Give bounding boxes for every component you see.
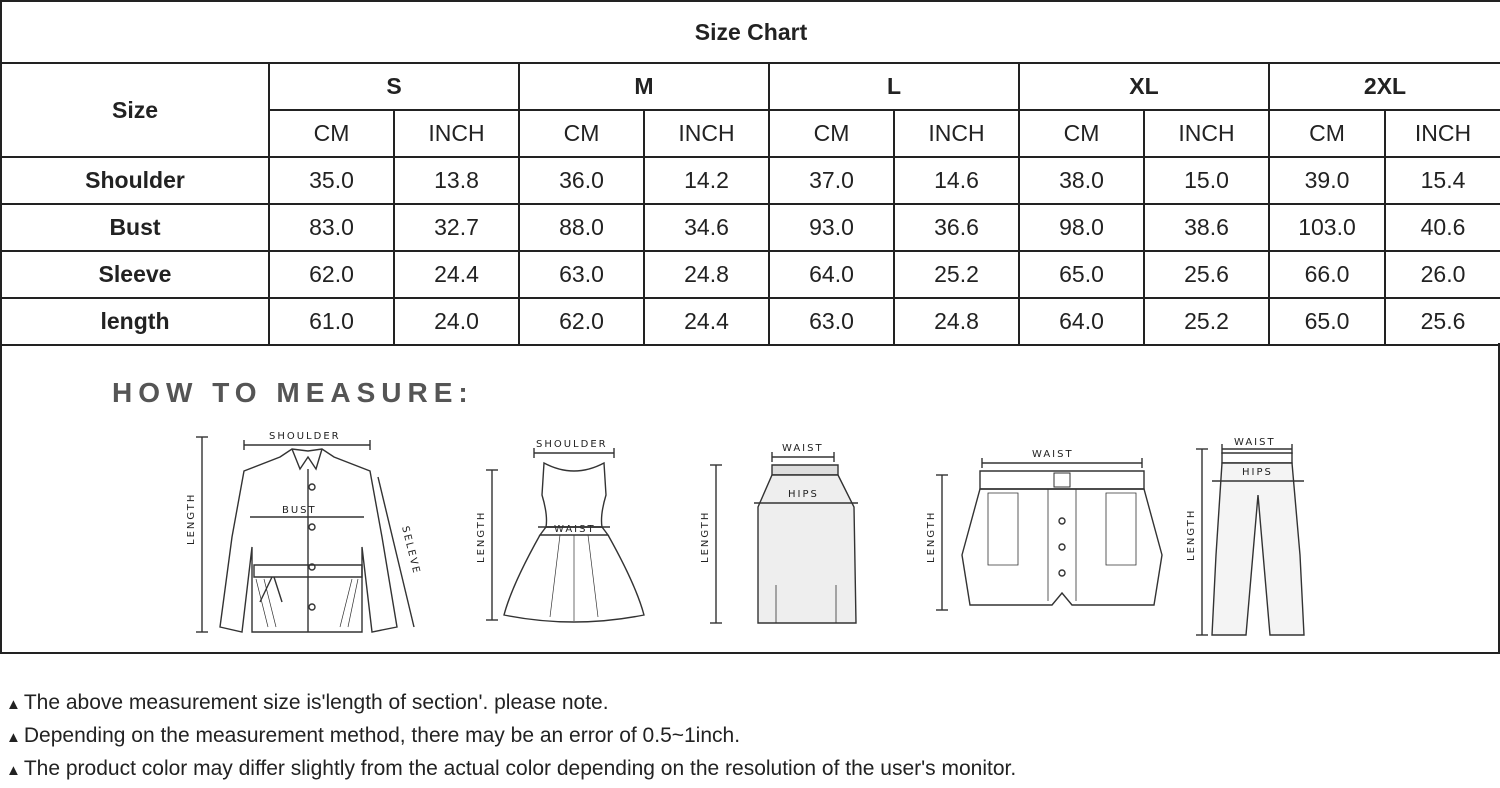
table-cell: 25.2	[1144, 298, 1269, 345]
unit-header-cm: CM	[519, 110, 644, 157]
unit-header-cm: CM	[269, 110, 394, 157]
notes-list	[6, 686, 1016, 785]
note-text: The above measurement size is'length of section'. please note.	[23, 691, 609, 714]
unit-header-cm: CM	[1019, 110, 1144, 157]
table-cell: 37.0	[769, 157, 894, 204]
shorts-illustration	[922, 445, 1152, 625]
pants-length-label: LENGTH	[1186, 508, 1197, 561]
table-row	[1, 298, 1500, 345]
chart-title: Size Chart	[1, 1, 1500, 63]
table-cell: 25.6	[1385, 298, 1500, 345]
table-cell: 65.0	[1269, 298, 1385, 345]
row-label-bust: Bust	[1, 204, 269, 251]
dress-shoulder-label: SHOULDER	[536, 439, 608, 450]
table-cell: 103.0	[1269, 204, 1385, 251]
pants-waist-label: WAIST	[1234, 437, 1276, 448]
table-cell: 24.8	[644, 251, 769, 298]
table-cell: 15.0	[1144, 157, 1269, 204]
dress-length-label: LENGTH	[476, 510, 487, 563]
table-cell: 13.8	[394, 157, 519, 204]
triangle-icon: ▲	[6, 729, 21, 746]
skirt-illustration	[696, 435, 866, 635]
how-to-measure-panel	[0, 343, 1500, 654]
table-row	[1, 157, 1500, 204]
row-label-length: length	[1, 298, 269, 345]
table-cell: 24.8	[894, 298, 1019, 345]
table-cell: 36.6	[894, 204, 1019, 251]
dress-waist-label: WAIST	[554, 524, 596, 535]
table-cell: 38.6	[1144, 204, 1269, 251]
table-row	[1, 251, 1500, 298]
dress-illustration	[472, 435, 652, 635]
triangle-icon: ▲	[6, 762, 21, 779]
table-cell: 88.0	[519, 204, 644, 251]
note-item	[6, 686, 1016, 719]
unit-header-cm: CM	[769, 110, 894, 157]
triangle-icon: ▲	[6, 696, 21, 713]
row-label-sleeve: Sleeve	[1, 251, 269, 298]
pants-hips-label: HIPS	[1242, 467, 1273, 478]
table-cell: 32.7	[394, 204, 519, 251]
table-cell: 64.0	[769, 251, 894, 298]
size-corner-label: Size	[1, 63, 269, 157]
how-to-measure-title: HOW TO MEASURE:	[112, 377, 474, 408]
note-text: The product color may differ slightly from the actual color depending on the resolution of the user's monitor.	[23, 757, 1017, 780]
size-header-l: L	[769, 63, 1019, 110]
unit-header-inch: INCH	[894, 110, 1019, 157]
table-cell: 63.0	[519, 251, 644, 298]
size-header-m: M	[519, 63, 769, 110]
jacket-illustration	[182, 427, 432, 637]
table-cell: 25.2	[894, 251, 1019, 298]
table-cell: 83.0	[269, 204, 394, 251]
jacket-sleeve-label: SELEVE	[399, 525, 422, 576]
shorts-waist-label: WAIST	[1032, 449, 1074, 460]
table-cell: 93.0	[769, 204, 894, 251]
note-item	[6, 719, 1016, 752]
size-header-xl: XL	[1019, 63, 1269, 110]
jacket-bust-label: BUST	[282, 505, 317, 516]
table-cell: 40.6	[1385, 204, 1500, 251]
row-label-shoulder: Shoulder	[1, 157, 269, 204]
note-item	[6, 752, 1016, 785]
table-row	[1, 204, 1500, 251]
table-cell: 36.0	[519, 157, 644, 204]
unit-header-inch: INCH	[644, 110, 769, 157]
skirt-length-label: LENGTH	[700, 510, 711, 563]
size-chart-table	[0, 0, 1500, 346]
jacket-shoulder-label: SHOULDER	[269, 431, 341, 442]
table-cell: 61.0	[269, 298, 394, 345]
jacket-length-label: LENGTH	[186, 492, 197, 545]
table-cell: 24.4	[394, 251, 519, 298]
note-text: Depending on the measurement method, there may be an error of 0.5~1inch.	[23, 724, 741, 747]
table-cell: 34.6	[644, 204, 769, 251]
table-cell: 62.0	[269, 251, 394, 298]
table-cell: 65.0	[1019, 251, 1144, 298]
table-cell: 24.0	[394, 298, 519, 345]
table-cell: 24.4	[644, 298, 769, 345]
table-cell: 26.0	[1385, 251, 1500, 298]
unit-header-inch: INCH	[1385, 110, 1500, 157]
table-cell: 35.0	[269, 157, 394, 204]
table-cell: 25.6	[1144, 251, 1269, 298]
size-header-s: S	[269, 63, 519, 110]
table-cell: 62.0	[519, 298, 644, 345]
table-cell: 63.0	[769, 298, 894, 345]
unit-header-cm: CM	[1269, 110, 1385, 157]
skirt-waist-label: WAIST	[782, 443, 824, 454]
skirt-hips-label: HIPS	[788, 489, 819, 500]
unit-header-inch: INCH	[394, 110, 519, 157]
table-cell: 38.0	[1019, 157, 1144, 204]
table-cell: 14.6	[894, 157, 1019, 204]
table-cell: 39.0	[1269, 157, 1385, 204]
pants-illustration	[1182, 435, 1322, 645]
size-header-2xl: 2XL	[1269, 63, 1500, 110]
table-cell: 64.0	[1019, 298, 1144, 345]
shorts-length-label: LENGTH	[926, 510, 937, 563]
table-cell: 15.4	[1385, 157, 1500, 204]
table-cell: 66.0	[1269, 251, 1385, 298]
table-cell: 14.2	[644, 157, 769, 204]
table-cell: 98.0	[1019, 204, 1144, 251]
unit-header-inch: INCH	[1144, 110, 1269, 157]
